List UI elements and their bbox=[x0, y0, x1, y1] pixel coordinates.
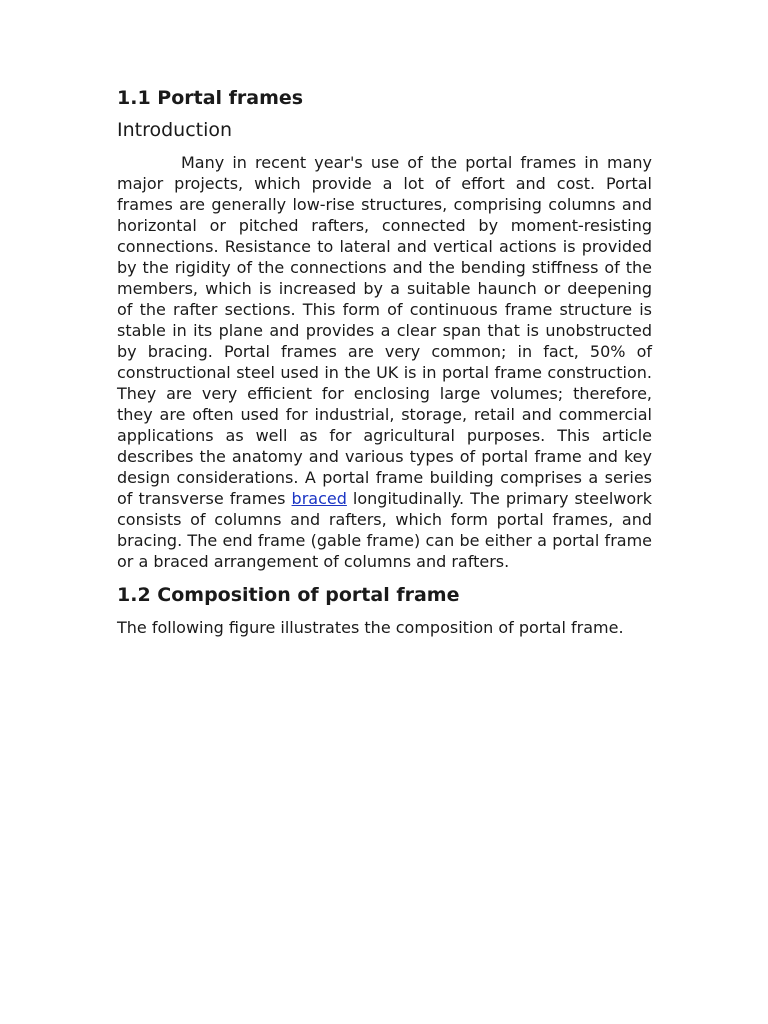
paragraph-text: longitudinally. The primary steelwork consists of columns and rafters, which form portal frames, and bracing. The end frame (gable frame) can be either a portal frame or a braced arrangement of columns and rafters. bbox=[117, 489, 653, 571]
introduction-paragraph bbox=[117, 152, 652, 572]
document-page bbox=[117, 84, 652, 638]
section-heading-portal-frames: 1.1 Portal frames bbox=[117, 87, 304, 109]
composition-paragraph: The following figure illustrates the composition of portal frame. bbox=[117, 618, 624, 637]
paragraph-text: Many in recent year's use of the portal frames in many major projects, which provide a lot of effort and cost. Portal frames are generally low-rise structures, comprising columns and horizontal or pitched rafters, connected by moment-resisting connections. Resistance to lateral and vertical actions is provided by the rigidity of the connections and the bending stiffness of the members, which is increased by a suitable haunch or deepening of the rafter sections. This form of continuous frame structure is stable in its plane and provides a clear span that is unobstructed by bracing. Portal frames are very common; in fact, 50% of constructional steel used in the UK is in portal frame construction. They are very efficient for enclosing large volumes; therefore, they are often used for industrial, storage, retail and commercial applications as well as for agricultural purposes. This article describes the anatomy and various types of portal frame and key design considerations. A portal frame building comprises a series of transverse frames bbox=[117, 153, 652, 508]
subheading-introduction: Introduction bbox=[117, 119, 233, 141]
braced-link[interactable]: braced bbox=[291, 489, 347, 508]
section-heading-composition: 1.2 Composition of portal frame bbox=[117, 584, 460, 606]
